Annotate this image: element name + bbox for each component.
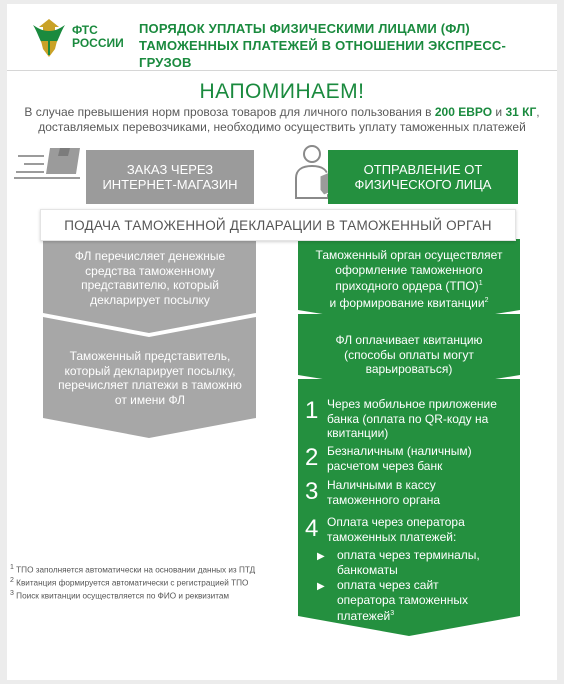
footnote-ref: 2 bbox=[484, 296, 489, 304]
intro-amount-eur: 200 ЕВРО bbox=[434, 105, 493, 119]
method-line: Оплата через оператора bbox=[327, 515, 465, 529]
intro-line2: доставляемых перевозчиками, необходимо осуществить уплату таможенных платежей bbox=[38, 120, 526, 134]
right-heading-line2: ФИЗИЧЕСКОГО ЛИЦА bbox=[354, 177, 492, 192]
left-step2-line: от имени ФЛ bbox=[114, 392, 186, 407]
reminder-heading: НАПОМИНАЕМ! bbox=[199, 80, 365, 103]
footnote-number: 2 bbox=[10, 577, 14, 585]
method-text bbox=[327, 478, 440, 507]
right-step2-text bbox=[299, 333, 519, 377]
left-step2-line: который декларирует посылку, bbox=[64, 363, 236, 378]
right-step1-line bbox=[299, 277, 519, 294]
sub-bullet-line bbox=[337, 607, 468, 624]
footnote-ref: 1 bbox=[478, 280, 483, 287]
right-heading-line1: ОТПРАВЛЕНИЕ ОТ bbox=[363, 162, 483, 177]
right-step1-line: оформление таможенного bbox=[335, 262, 483, 277]
delivery-box-icon bbox=[14, 144, 86, 198]
triangle-bullet-icon: ▶ bbox=[317, 551, 325, 562]
title-line1: ПОРЯДОК УПЛАТЫ ФИЗИЧЕСКИМИ ЛИЦАМИ (ФЛ) bbox=[139, 21, 470, 36]
footnote-text: Поиск квитанции осуществляется по ФИО и реквизитам bbox=[13, 592, 230, 602]
left-step1-line: ФЛ перечисляет денежные bbox=[74, 249, 226, 263]
right-step2-line: варьироваться) bbox=[365, 362, 453, 376]
method-number: 1 bbox=[305, 397, 319, 424]
method-line: таможенных платежей: bbox=[327, 529, 457, 544]
intro-and: и bbox=[492, 105, 506, 119]
left-column-heading bbox=[86, 150, 254, 204]
footnotes bbox=[10, 563, 300, 603]
right-step1-text bbox=[299, 248, 519, 310]
method-number: 2 bbox=[305, 444, 319, 471]
left-step2-text bbox=[45, 349, 255, 407]
sub-bullet-line: оплата через терминалы, bbox=[337, 548, 480, 562]
footnote-text: Квитанция формируется автоматически с регистрацией ТПО bbox=[13, 578, 249, 588]
right-step1-line-text: приходного ордера (ТПО) bbox=[335, 279, 479, 293]
method-line: Через мобильное приложение bbox=[327, 397, 497, 411]
intro-part1: В случае превышения норм провоза товаров для личного пользования в bbox=[24, 105, 435, 119]
right-step1-line: Таможенный орган осуществляет bbox=[315, 248, 503, 262]
method-line: Наличными в кассу bbox=[327, 478, 436, 492]
sub-bullet-line: банкоматы bbox=[337, 562, 398, 577]
sub-bullet-text bbox=[337, 578, 468, 624]
right-step1-line bbox=[299, 294, 519, 311]
declaration-bar: ПОДАЧА ТАМОЖЕННОЙ ДЕКЛАРАЦИИ В ТАМОЖЕННЫЙ ОРГАН bbox=[40, 209, 516, 241]
footnote-number: 3 bbox=[10, 590, 14, 598]
right-column-heading bbox=[328, 150, 518, 204]
method-line: Безналичным (наличным) bbox=[327, 444, 472, 458]
left-step2-line: перечисляет платежи в таможню bbox=[58, 378, 242, 392]
sub-bullet-line: оператора таможенных bbox=[337, 592, 469, 607]
footnote-ref: 3 bbox=[390, 610, 395, 617]
method-text bbox=[327, 444, 472, 473]
method-number: 3 bbox=[305, 478, 319, 505]
method-line: квитанции) bbox=[327, 426, 389, 440]
method-number: 4 bbox=[305, 515, 319, 542]
method-text bbox=[327, 397, 497, 441]
footnote bbox=[10, 576, 300, 589]
title-line2: ТАМОЖЕННЫХ ПЛАТЕЖЕЙ В ОТНОШЕНИИ ЭКСПРЕСС-ГРУЗОВ bbox=[139, 38, 507, 70]
footnote bbox=[10, 563, 300, 576]
left-step1-text bbox=[45, 249, 255, 307]
left-heading-line2: ИНТЕРНЕТ-МАГАЗИН bbox=[102, 177, 238, 192]
right-step2-line: (способы оплаты могут bbox=[344, 347, 474, 362]
logo-line2: РОССИИ bbox=[72, 36, 124, 50]
sub-bullet-line: оплата через сайт bbox=[337, 578, 439, 592]
logo-line1: ФТС bbox=[72, 23, 98, 37]
footnote-text: ТПО заполняется автоматически на основании данных из ПТД bbox=[13, 565, 256, 575]
footnote-number: 1 bbox=[10, 564, 14, 571]
right-step2-line: ФЛ оплачивает квитанцию bbox=[335, 333, 483, 347]
left-step2-line: Таможенный представитель, bbox=[69, 349, 231, 363]
intro-part2: , bbox=[536, 105, 540, 119]
sub-bullet-line-text: платежей bbox=[337, 609, 391, 623]
footnote bbox=[10, 589, 300, 602]
sub-bullet-text bbox=[337, 548, 480, 577]
left-heading-line1: ЗАКАЗ ЧЕРЕЗ bbox=[126, 162, 214, 177]
left-step1-line: средства таможенному bbox=[85, 263, 215, 278]
method-line: расчетом через банк bbox=[327, 458, 443, 473]
method-line: банка (оплата по QR-коду на bbox=[327, 411, 489, 426]
left-step1-line: декларирует посылку bbox=[90, 292, 210, 307]
right-step1-line-text: и формирование квитанции bbox=[329, 295, 485, 310]
left-step1-line: представителю, который bbox=[81, 278, 219, 292]
method-text bbox=[327, 515, 465, 544]
triangle-bullet-icon: ▶ bbox=[317, 581, 325, 592]
method-line: таможенного органа bbox=[327, 492, 441, 507]
intro-amount-kg: 31 КГ bbox=[505, 105, 537, 119]
